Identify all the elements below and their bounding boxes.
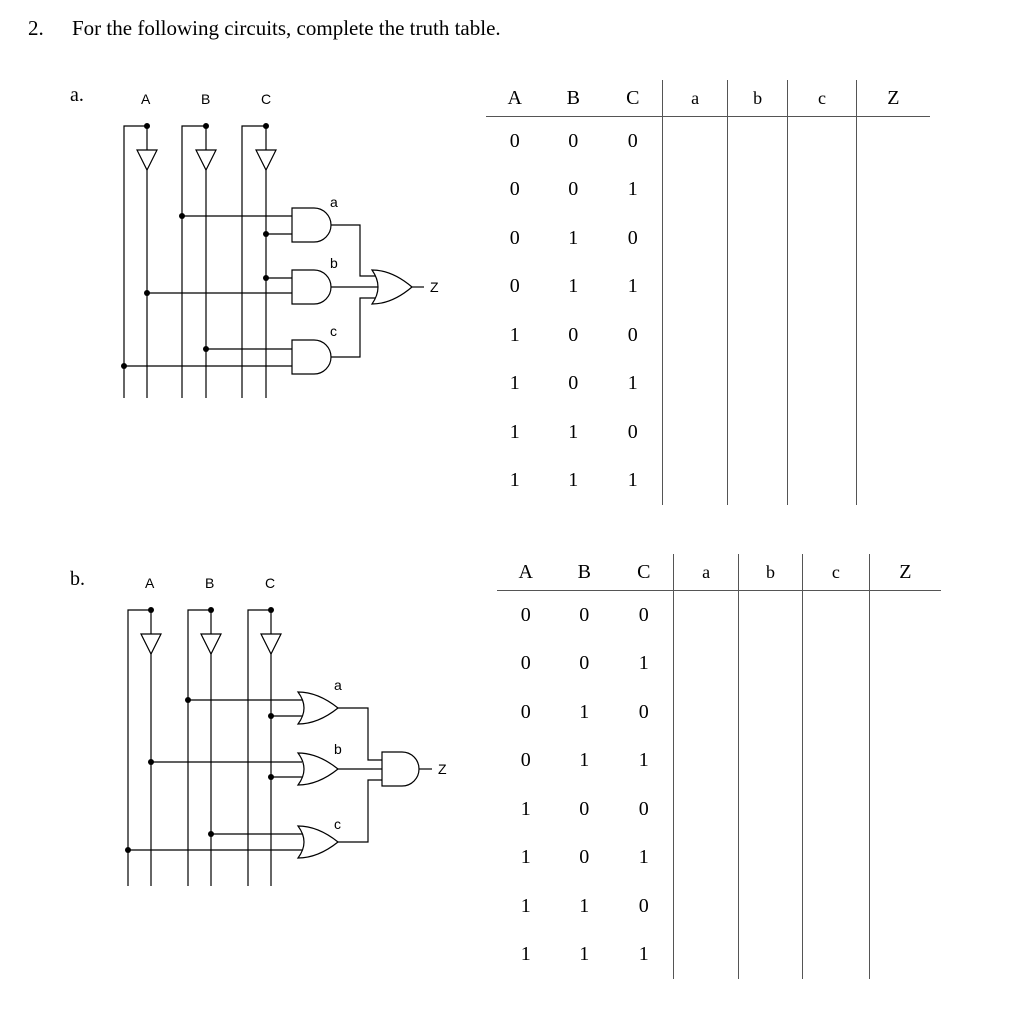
answer-cell-b[interactable] [727, 311, 787, 360]
input-cell: 0 [568, 178, 579, 201]
answer-cell-a[interactable] [674, 834, 738, 883]
answer-cell-b[interactable] [727, 117, 787, 166]
circuit-b-input-B: B [205, 575, 215, 591]
input-cell: 0 [509, 275, 520, 298]
answer-cell-Z[interactable] [856, 360, 930, 409]
input-cell: 0 [509, 226, 520, 249]
answer-cell-a[interactable] [663, 457, 727, 506]
circuit-b-gate-a-label: a [334, 677, 342, 693]
answer-cell-a[interactable] [663, 360, 727, 409]
input-cell: 0 [627, 129, 638, 152]
answer-cell-a[interactable] [674, 688, 738, 737]
input-cell: 1 [627, 275, 638, 298]
header-b: b [727, 80, 787, 117]
input-cell: 1 [638, 652, 649, 675]
answer-cell-Z[interactable] [856, 408, 930, 457]
header-A: A [497, 554, 555, 591]
input-cell: 0 [509, 129, 520, 152]
answer-cell-Z[interactable] [869, 737, 941, 786]
input-cell: 1 [579, 700, 590, 723]
header-c: c [788, 80, 856, 117]
input-cell: 1 [568, 275, 579, 298]
input-cell: 1 [568, 420, 579, 443]
question-text: For the following circuits, complete the truth table. [72, 16, 501, 40]
inverter-C-icon [261, 634, 281, 654]
input-cell: 1 [509, 420, 520, 443]
answer-cell-c[interactable] [803, 688, 869, 737]
answer-cell-Z[interactable] [869, 640, 941, 689]
answer-cell-c[interactable] [803, 834, 869, 883]
answer-cell-b[interactable] [727, 457, 787, 506]
truth-table-a [486, 80, 930, 505]
header-c: c [803, 554, 869, 591]
answer-cell-c[interactable] [788, 166, 856, 215]
header-b: b [738, 554, 802, 591]
input-cell: 1 [627, 178, 638, 201]
table-row [497, 640, 941, 689]
input-cell: 0 [520, 652, 531, 675]
table-row [486, 117, 930, 166]
input-cell: 0 [638, 894, 649, 917]
answer-cell-Z[interactable] [856, 311, 930, 360]
input-cell: 1 [509, 469, 520, 492]
input-cell: 0 [638, 603, 649, 626]
table-row [486, 408, 930, 457]
answer-cell-a[interactable] [674, 591, 738, 640]
answer-cell-a[interactable] [663, 166, 727, 215]
table-row [497, 931, 941, 980]
table-row [486, 360, 930, 409]
table-row [486, 457, 930, 506]
answer-cell-c[interactable] [803, 931, 869, 980]
or-gate-a-icon [298, 692, 338, 724]
input-cell: 1 [579, 943, 590, 966]
and-gate-z-icon [382, 752, 419, 786]
input-cell: 0 [579, 603, 590, 626]
input-cell: 1 [579, 894, 590, 917]
answer-cell-a[interactable] [674, 882, 738, 931]
input-cell: 1 [627, 372, 638, 395]
part-b-label: b. [70, 568, 85, 590]
input-cell: 0 [579, 846, 590, 869]
answer-cell-b[interactable] [727, 408, 787, 457]
table-row [486, 166, 930, 215]
header-Z: Z [856, 80, 930, 117]
answer-cell-Z[interactable] [856, 117, 930, 166]
answer-cell-a[interactable] [663, 214, 727, 263]
answer-cell-b[interactable] [738, 882, 802, 931]
part-a-label: a. [70, 84, 84, 106]
input-cell: 1 [627, 469, 638, 492]
circuit-a-input-A: A [141, 91, 151, 107]
answer-cell-c[interactable] [803, 882, 869, 931]
answer-cell-a[interactable] [663, 117, 727, 166]
input-cell: 0 [568, 323, 579, 346]
answer-cell-c[interactable] [803, 737, 869, 786]
circuit-b-input-A: A [145, 575, 155, 591]
or-gate-c-icon [298, 826, 338, 858]
answer-cell-b[interactable] [738, 591, 802, 640]
answer-cell-a[interactable] [663, 408, 727, 457]
answer-cell-a[interactable] [663, 311, 727, 360]
header-Z: Z [869, 554, 941, 591]
input-cell: 1 [638, 846, 649, 869]
header-C: C [603, 80, 663, 117]
answer-cell-b[interactable] [738, 785, 802, 834]
answer-cell-c[interactable] [803, 640, 869, 689]
answer-cell-c[interactable] [803, 591, 869, 640]
table-row [486, 214, 930, 263]
answer-cell-a[interactable] [663, 263, 727, 312]
answer-cell-b[interactable] [738, 688, 802, 737]
input-cell: 1 [568, 469, 579, 492]
input-cell: 1 [520, 846, 531, 869]
input-cell: 0 [520, 603, 531, 626]
answer-cell-b[interactable] [738, 640, 802, 689]
table-row [486, 311, 930, 360]
header-a: a [674, 554, 738, 591]
circuit-b-gate-b-label: b [334, 741, 342, 757]
input-cell: 0 [627, 226, 638, 249]
circuit-b-input-C: C [265, 575, 276, 591]
header-C: C [614, 554, 674, 591]
input-cell: 0 [579, 652, 590, 675]
input-cell: 0 [638, 797, 649, 820]
circuit-a-input-B: B [201, 91, 211, 107]
input-cell: 1 [638, 943, 649, 966]
truth-table-b [497, 554, 941, 979]
question-number: 2. [28, 16, 44, 40]
input-cell: 0 [568, 372, 579, 395]
answer-cell-c[interactable] [788, 263, 856, 312]
input-cell: 1 [520, 797, 531, 820]
input-cell: 1 [568, 226, 579, 249]
answer-cell-c[interactable] [788, 360, 856, 409]
answer-cell-c[interactable] [788, 214, 856, 263]
answer-cell-a[interactable] [674, 640, 738, 689]
header-B: B [555, 554, 614, 591]
answer-cell-Z[interactable] [869, 834, 941, 883]
table-row [497, 882, 941, 931]
input-cell: 0 [520, 700, 531, 723]
input-cell: 1 [509, 323, 520, 346]
table-row [486, 263, 930, 312]
answer-cell-b[interactable] [738, 737, 802, 786]
answer-cell-c[interactable] [788, 408, 856, 457]
answer-cell-Z[interactable] [856, 214, 930, 263]
answer-cell-a[interactable] [674, 785, 738, 834]
answer-cell-c[interactable] [803, 785, 869, 834]
header-B: B [544, 80, 603, 117]
circuit-a-output-label: Z [430, 279, 439, 295]
answer-cell-c[interactable] [788, 117, 856, 166]
answer-cell-Z[interactable] [856, 166, 930, 215]
answer-cell-c[interactable] [788, 457, 856, 506]
answer-cell-Z[interactable] [856, 263, 930, 312]
answer-cell-b[interactable] [727, 263, 787, 312]
input-cell: 1 [579, 749, 590, 772]
answer-cell-Z[interactable] [869, 785, 941, 834]
input-cell: 0 [579, 797, 590, 820]
input-cell: 0 [520, 749, 531, 772]
answer-cell-a[interactable] [674, 931, 738, 980]
circuit-a-gate-c-label: c [330, 323, 337, 339]
input-cell: 0 [509, 178, 520, 201]
input-cell: 0 [568, 129, 579, 152]
answer-cell-Z[interactable] [856, 457, 930, 506]
table-row [497, 591, 941, 640]
input-cell: 1 [638, 749, 649, 772]
input-cell: 0 [638, 700, 649, 723]
circuit-a-input-C: C [261, 91, 272, 107]
input-cell: 0 [627, 323, 638, 346]
answer-cell-Z[interactable] [869, 882, 941, 931]
answer-cell-Z[interactable] [869, 931, 941, 980]
answer-cell-b[interactable] [738, 931, 802, 980]
or-gate-b-icon [298, 753, 338, 785]
input-cell: 1 [520, 894, 531, 917]
inverter-A-icon [141, 634, 161, 654]
answer-cell-Z[interactable] [869, 591, 941, 640]
circuit-b-output-label: Z [438, 761, 447, 777]
answer-cell-b[interactable] [727, 166, 787, 215]
table-row [497, 785, 941, 834]
table-row [497, 688, 941, 737]
answer-cell-Z[interactable] [869, 688, 941, 737]
answer-cell-b[interactable] [727, 360, 787, 409]
header-a: a [663, 80, 727, 117]
answer-cell-b[interactable] [738, 834, 802, 883]
input-cell: 0 [627, 420, 638, 443]
answer-cell-a[interactable] [674, 737, 738, 786]
inverter-B-icon [201, 634, 221, 654]
answer-cell-c[interactable] [788, 311, 856, 360]
answer-cell-b[interactable] [727, 214, 787, 263]
input-cell: 1 [509, 372, 520, 395]
table-row [497, 737, 941, 786]
circuit-b-gate-c-label: c [334, 816, 341, 832]
circuit-a-gate-b-label: b [330, 255, 338, 271]
table-row [497, 834, 941, 883]
circuit-a-gate-a-label: a [330, 194, 338, 210]
input-cell: 1 [520, 943, 531, 966]
header-A: A [486, 80, 544, 117]
